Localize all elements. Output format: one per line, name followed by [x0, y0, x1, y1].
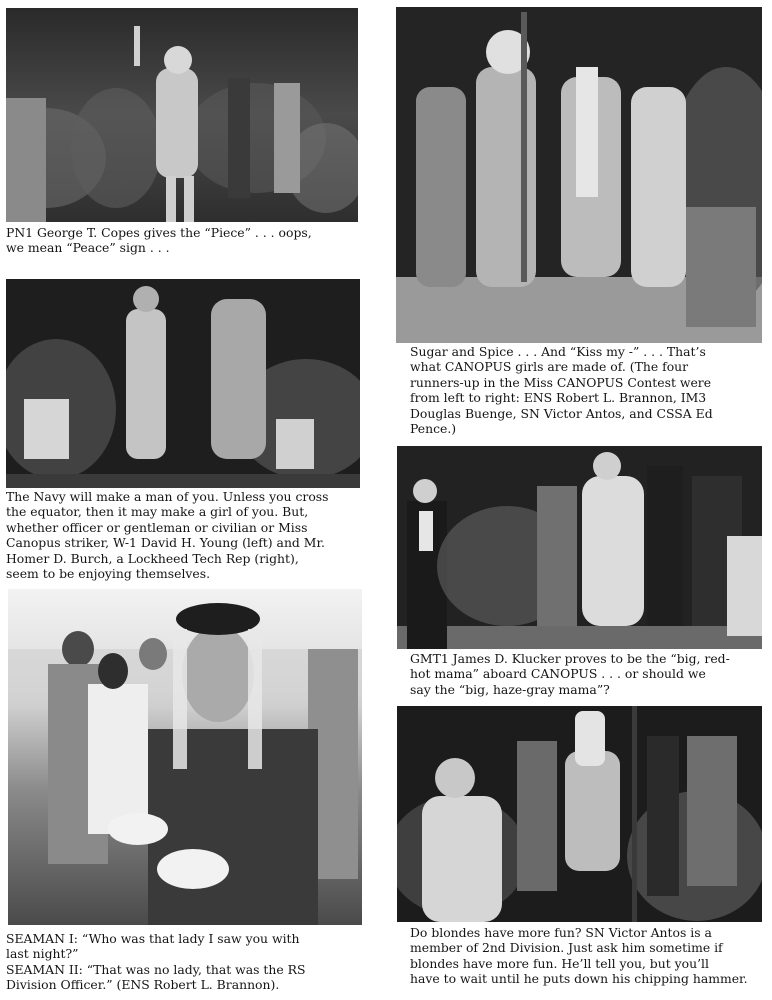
caption-line: hot mama” aboard CANOPUS . . . or should we — [410, 666, 706, 682]
caption-line: SEAMAN II: “That was no lady, that was the RS — [6, 961, 306, 977]
caption-red-hot-mama — [410, 651, 766, 697]
caption-line: whether officer or gentleman or civilian or Miss — [6, 519, 308, 535]
photo-seaman-joke — [8, 589, 362, 925]
photo-peace-sign-image — [6, 8, 358, 222]
caption-line: Division Officer.” (ENS Robert L. Brannon). — [6, 977, 280, 993]
caption-line: Canopus striker, W-1 David H. Young (left) and Mr. — [6, 535, 325, 551]
photo-red-hot-mama — [397, 446, 762, 649]
caption-line: what CANOPUS girls are made of. (The four — [410, 359, 689, 375]
caption-line: Sugar and Spice . . . And “Kiss my -” . . . That’s — [410, 344, 706, 359]
caption-line: say the “big, haze-gray mama”? — [410, 681, 610, 697]
caption-line: SEAMAN I: “Who was that lady I saw you with — [6, 931, 300, 946]
photo-sugar-and-spice — [396, 7, 762, 343]
photo-peace-sign — [6, 8, 358, 222]
caption-line: PN1 George T. Copes gives the “Piece” . . . oops, — [6, 225, 312, 240]
caption-line: Pence.) — [410, 421, 457, 437]
caption-line: last night?” — [6, 946, 79, 962]
caption-line: Douglas Buenge, SN Victor Antos, and CSSA Ed — [410, 405, 713, 421]
caption-blondes-fun — [410, 925, 770, 987]
photo-red-hot-mama-image — [397, 446, 762, 649]
caption-peace-sign — [6, 225, 366, 256]
caption-seaman-joke — [6, 931, 378, 993]
caption-line: Homer D. Burch, a Lockheed Tech Rep (right), — [6, 550, 299, 566]
photo-sugar-and-spice-image — [396, 7, 762, 343]
caption-line: we mean “Peace” sign . . . — [6, 240, 170, 256]
caption-line: seem to be enjoying themselves. — [6, 566, 211, 582]
caption-line: the equator, then it may make a girl of you. But, — [6, 504, 309, 520]
photo-seaman-joke-image — [8, 589, 362, 925]
photo-make-a-girl-image — [6, 279, 360, 488]
caption-line: GMT1 James D. Klucker proves to be the “big, red- — [410, 651, 730, 666]
photo-make-a-girl — [6, 279, 360, 488]
caption-sugar-and-spice — [410, 344, 766, 436]
caption-line: have to wait until he puts down his chipping hammer. — [410, 971, 748, 987]
caption-line: from left to right: ENS Robert L. Brannon, IM3 — [410, 390, 707, 406]
photo-blondes-fun-image — [397, 706, 762, 922]
caption-line: blondes have more fun. He’ll tell you, but you’ll — [410, 955, 709, 971]
caption-line: The Navy will make a man of you. Unless you cross — [6, 489, 329, 504]
photo-blondes-fun — [397, 706, 762, 922]
caption-line: member of 2nd Division. Just ask him sometime if — [410, 940, 723, 956]
caption-line: runners-up in the Miss CANOPUS Contest were — [410, 374, 712, 390]
caption-line: Do blondes have more fun? SN Victor Antos is a — [410, 925, 712, 940]
caption-make-a-girl — [6, 489, 378, 581]
